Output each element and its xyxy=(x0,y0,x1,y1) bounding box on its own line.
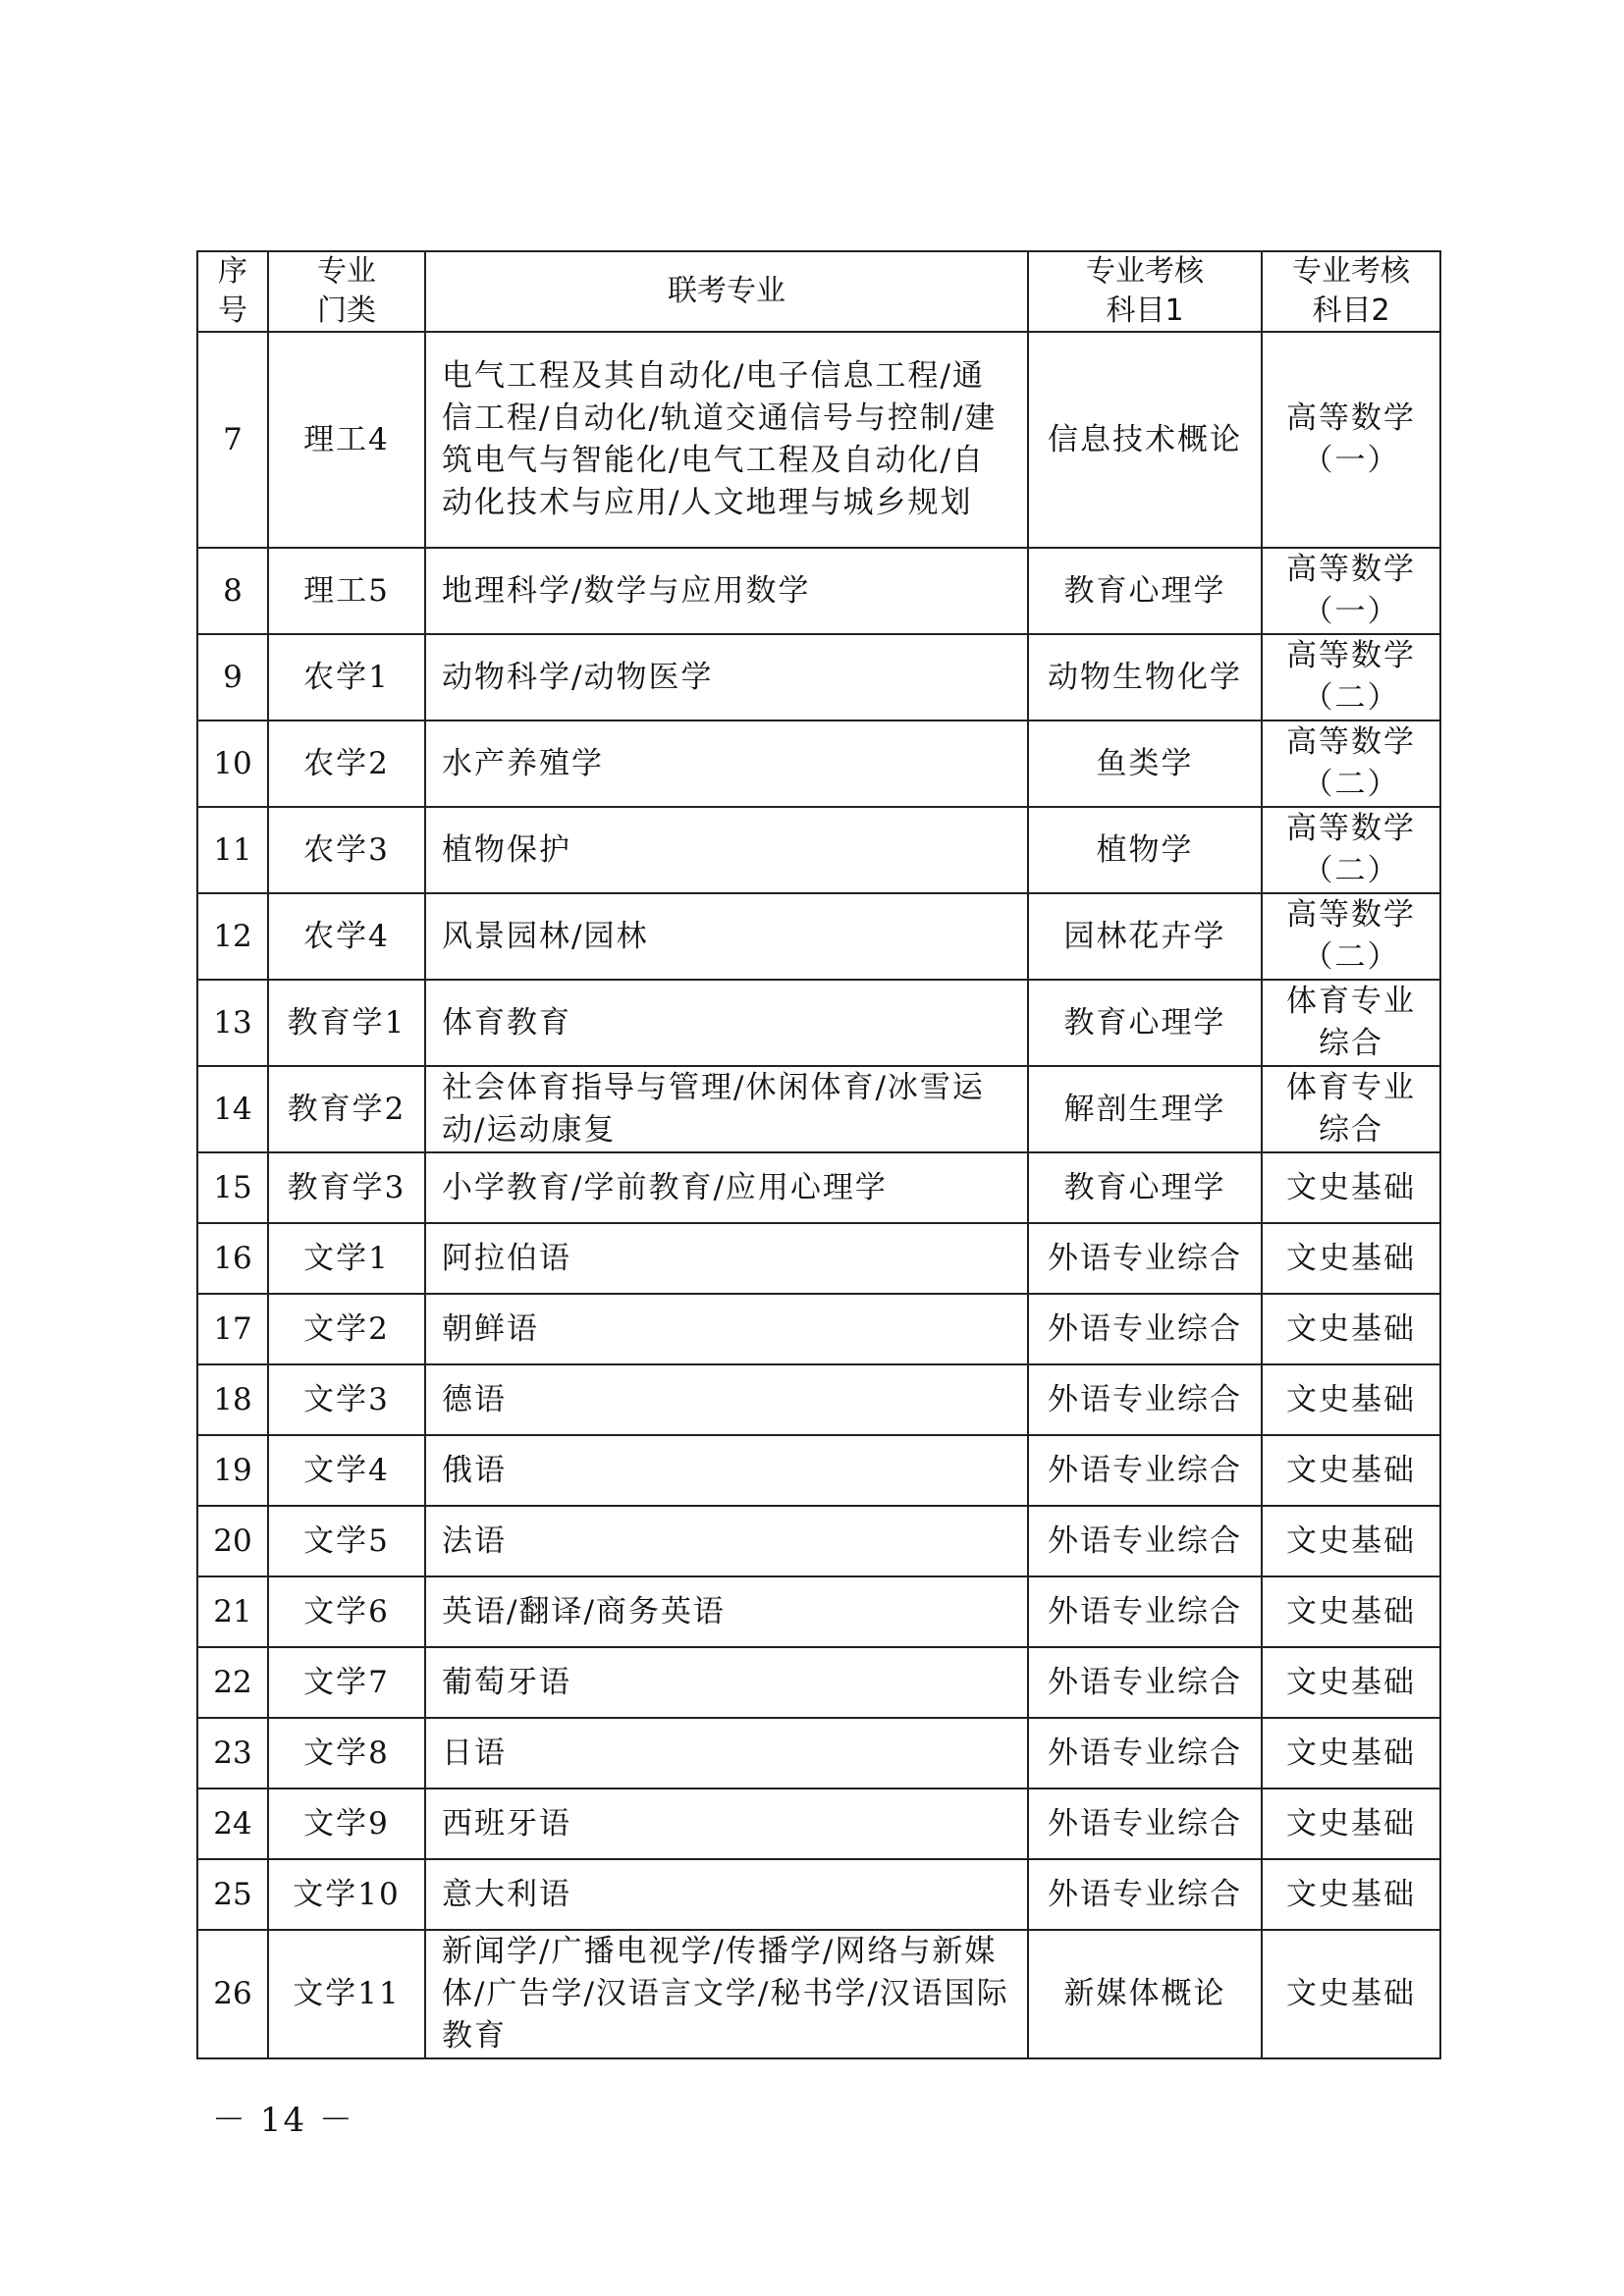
table-row xyxy=(197,1718,1440,1789)
cell-category: 文学9 xyxy=(268,1789,425,1859)
cell-subject1: 外语专业综合 xyxy=(1028,1294,1262,1364)
table-row xyxy=(197,1647,1440,1718)
table-row xyxy=(197,1859,1440,1930)
table-row xyxy=(197,1435,1440,1506)
cell-subject2-text: 体育专业综合 xyxy=(1285,984,1416,1061)
cell-serial: 17 xyxy=(197,1294,268,1364)
table-row xyxy=(197,1576,1440,1647)
cell-majors: 新闻学/广播电视学/传播学/网络与新媒体/广告学/汉语言文学/秘书学/汉语国际教育 xyxy=(425,1930,1028,2058)
cell-serial: 23 xyxy=(197,1718,268,1789)
cell-subject2-text: 高等数学（二） xyxy=(1285,897,1416,975)
major-subject-table xyxy=(196,250,1441,2059)
cell-subject2 xyxy=(1262,1066,1440,1152)
header-category: 专业门类 xyxy=(268,251,425,332)
cell-subject1: 外语专业综合 xyxy=(1028,1789,1262,1859)
cell-category: 教育学1 xyxy=(268,980,425,1066)
cell-subject1: 动物生物化学 xyxy=(1028,634,1262,721)
cell-subject1: 外语专业综合 xyxy=(1028,1364,1262,1435)
cell-majors: 英语/翻译/商务英语 xyxy=(425,1576,1028,1647)
page-number: － 14 － xyxy=(212,2101,354,2140)
table-row xyxy=(197,1506,1440,1576)
header-subject2: 专业考核科目2 xyxy=(1262,251,1440,332)
cell-subject2: 文史基础 xyxy=(1262,1223,1440,1294)
table-row xyxy=(197,1364,1440,1435)
cell-category: 文学6 xyxy=(268,1576,425,1647)
cell-category: 理工4 xyxy=(268,332,425,548)
cell-subject2: 文史基础 xyxy=(1262,1789,1440,1859)
cell-subject2 xyxy=(1262,807,1440,893)
table-row xyxy=(197,332,1440,548)
cell-subject1: 鱼类学 xyxy=(1028,721,1262,807)
table-row xyxy=(197,548,1440,634)
table-row xyxy=(197,980,1440,1066)
cell-category: 理工5 xyxy=(268,548,425,634)
cell-majors: 动物科学/动物医学 xyxy=(425,634,1028,721)
cell-subject2: 文史基础 xyxy=(1262,1647,1440,1718)
table-header-row xyxy=(197,251,1440,332)
cell-subject1: 信息技术概论 xyxy=(1028,332,1262,548)
cell-majors: 日语 xyxy=(425,1718,1028,1789)
cell-subject2 xyxy=(1262,332,1440,548)
table-row xyxy=(197,634,1440,721)
cell-serial: 18 xyxy=(197,1364,268,1435)
cell-serial: 20 xyxy=(197,1506,268,1576)
cell-majors: 体育教育 xyxy=(425,980,1028,1066)
table-row xyxy=(197,1294,1440,1364)
table-row xyxy=(197,721,1440,807)
cell-majors: 水产养殖学 xyxy=(425,721,1028,807)
cell-category: 文学4 xyxy=(268,1435,425,1506)
cell-serial: 24 xyxy=(197,1789,268,1859)
cell-subject2 xyxy=(1262,634,1440,721)
cell-majors: 风景园林/园林 xyxy=(425,893,1028,980)
cell-category: 教育学2 xyxy=(268,1066,425,1152)
cell-subject2: 文史基础 xyxy=(1262,1294,1440,1364)
cell-majors: 阿拉伯语 xyxy=(425,1223,1028,1294)
cell-subject2-text: 高等数学（二） xyxy=(1285,724,1416,802)
cell-category: 文学11 xyxy=(268,1930,425,2058)
cell-serial: 10 xyxy=(197,721,268,807)
table-row xyxy=(197,1152,1440,1223)
cell-category: 农学1 xyxy=(268,634,425,721)
cell-subject2: 文史基础 xyxy=(1262,1576,1440,1647)
cell-subject1: 外语专业综合 xyxy=(1028,1859,1262,1930)
table-row xyxy=(197,1066,1440,1152)
cell-subject2: 文史基础 xyxy=(1262,1930,1440,2058)
cell-category: 农学2 xyxy=(268,721,425,807)
cell-subject1: 植物学 xyxy=(1028,807,1262,893)
cell-majors: 德语 xyxy=(425,1364,1028,1435)
cell-subject2: 文史基础 xyxy=(1262,1506,1440,1576)
cell-subject2-text: 高等数学（一） xyxy=(1285,400,1416,478)
cell-serial: 8 xyxy=(197,548,268,634)
cell-serial: 7 xyxy=(197,332,268,548)
cell-category: 文学1 xyxy=(268,1223,425,1294)
cell-subject2-text: 高等数学（二） xyxy=(1285,811,1416,888)
cell-subject2 xyxy=(1262,980,1440,1066)
cell-category: 文学2 xyxy=(268,1294,425,1364)
cell-subject1: 解剖生理学 xyxy=(1028,1066,1262,1152)
cell-subject1: 教育心理学 xyxy=(1028,980,1262,1066)
cell-subject2-text: 高等数学（二） xyxy=(1285,638,1416,716)
cell-serial: 19 xyxy=(197,1435,268,1506)
cell-majors: 朝鲜语 xyxy=(425,1294,1028,1364)
cell-subject1: 外语专业综合 xyxy=(1028,1435,1262,1506)
cell-majors: 葡萄牙语 xyxy=(425,1647,1028,1718)
cell-subject2 xyxy=(1262,721,1440,807)
cell-subject2 xyxy=(1262,548,1440,634)
cell-majors: 地理科学/数学与应用数学 xyxy=(425,548,1028,634)
cell-category: 文学10 xyxy=(268,1859,425,1930)
cell-subject2: 文史基础 xyxy=(1262,1718,1440,1789)
header-subject1: 专业考核科目1 xyxy=(1028,251,1262,332)
table-row xyxy=(197,893,1440,980)
cell-category: 文学8 xyxy=(268,1718,425,1789)
cell-category: 文学7 xyxy=(268,1647,425,1718)
cell-serial: 9 xyxy=(197,634,268,721)
cell-subject2: 文史基础 xyxy=(1262,1152,1440,1223)
cell-category: 文学3 xyxy=(268,1364,425,1435)
cell-serial: 22 xyxy=(197,1647,268,1718)
cell-majors: 社会体育指导与管理/休闲体育/冰雪运动/运动康复 xyxy=(425,1066,1028,1152)
cell-subject2: 文史基础 xyxy=(1262,1364,1440,1435)
header-majors: 联考专业 xyxy=(425,251,1028,332)
cell-majors: 俄语 xyxy=(425,1435,1028,1506)
cell-category: 农学4 xyxy=(268,893,425,980)
cell-subject1: 教育心理学 xyxy=(1028,548,1262,634)
cell-subject1: 外语专业综合 xyxy=(1028,1506,1262,1576)
cell-majors: 植物保护 xyxy=(425,807,1028,893)
cell-serial: 21 xyxy=(197,1576,268,1647)
cell-serial: 26 xyxy=(197,1930,268,2058)
cell-serial: 13 xyxy=(197,980,268,1066)
cell-majors: 意大利语 xyxy=(425,1859,1028,1930)
cell-serial: 25 xyxy=(197,1859,268,1930)
cell-subject2 xyxy=(1262,893,1440,980)
cell-subject2: 文史基础 xyxy=(1262,1435,1440,1506)
cell-serial: 16 xyxy=(197,1223,268,1294)
table-row xyxy=(197,1223,1440,1294)
cell-subject1: 外语专业综合 xyxy=(1028,1647,1262,1718)
cell-serial: 14 xyxy=(197,1066,268,1152)
cell-serial: 12 xyxy=(197,893,268,980)
cell-subject1: 外语专业综合 xyxy=(1028,1223,1262,1294)
cell-subject1: 新媒体概论 xyxy=(1028,1930,1262,2058)
cell-majors: 西班牙语 xyxy=(425,1789,1028,1859)
cell-serial: 11 xyxy=(197,807,268,893)
cell-serial: 15 xyxy=(197,1152,268,1223)
cell-subject1: 外语专业综合 xyxy=(1028,1718,1262,1789)
table-row xyxy=(197,1789,1440,1859)
cell-majors: 小学教育/学前教育/应用心理学 xyxy=(425,1152,1028,1223)
cell-subject1: 教育心理学 xyxy=(1028,1152,1262,1223)
cell-category: 教育学3 xyxy=(268,1152,425,1223)
cell-category: 农学3 xyxy=(268,807,425,893)
cell-subject1: 外语专业综合 xyxy=(1028,1576,1262,1647)
cell-subject2: 文史基础 xyxy=(1262,1859,1440,1930)
cell-subject1: 园林花卉学 xyxy=(1028,893,1262,980)
cell-majors: 法语 xyxy=(425,1506,1028,1576)
cell-subject2-text: 高等数学（一） xyxy=(1285,552,1416,629)
cell-subject2-text: 体育专业综合 xyxy=(1285,1070,1416,1148)
cell-category: 文学5 xyxy=(268,1506,425,1576)
table-row xyxy=(197,807,1440,893)
header-serial: 序号 xyxy=(197,251,268,332)
cell-majors: 电气工程及其自动化/电子信息工程/通信工程/自动化/轨道交通信号与控制/建筑电气与智能化/电气工程及自动化/自动化技术与应用/人文地理与城乡规划 xyxy=(425,332,1028,548)
table-row xyxy=(197,1930,1440,2058)
